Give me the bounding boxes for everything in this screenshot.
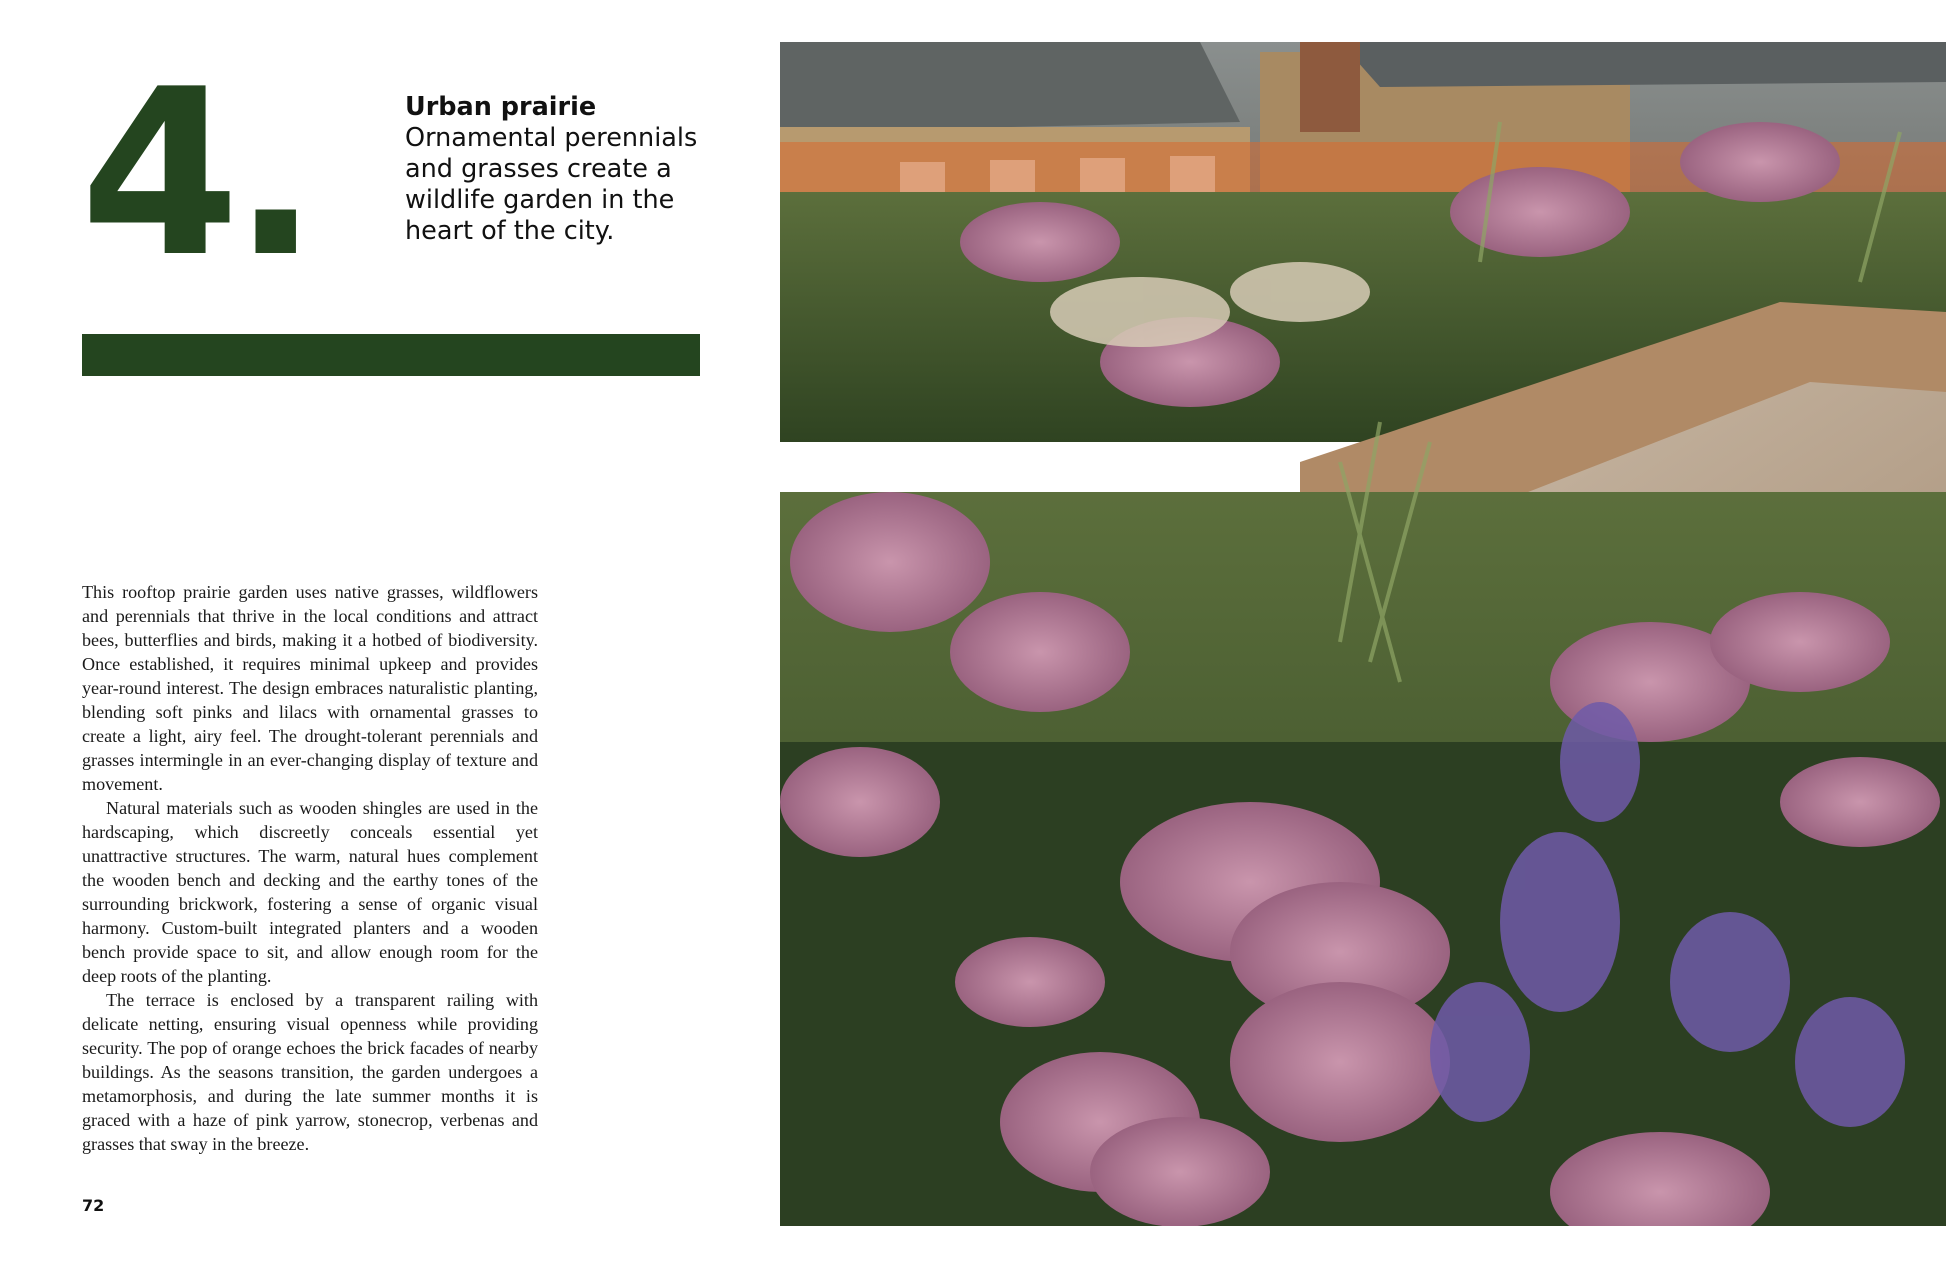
body-paragraph: The terrace is enclosed by a transparent railing with delicate netting, ensuring visual openness while providing security. The pop of orange echoes the brick facades of nearby buildings. As the seasons transition, the garden undergoes a metamorphosis, and during the late summer months it is graced with a haze of pink yarrow, stonecrop, verbenas and grasses that sway in the breeze. bbox=[82, 990, 538, 1154]
chapter-headline bbox=[405, 92, 735, 247]
chapter-title: Urban prairie bbox=[405, 92, 597, 122]
body-paragraph: This rooftop prairie garden uses native grasses, wildflowers and perennials that thrive in the local conditions and attract bees, butterflies and birds, making it a hotbed of biodiversity. Once established, it requires minimal upkeep and provides year-round interest. The design embraces naturalistic planting, blending soft pinks and lilacs with ornamental grasses to create a light, airy feel. The drought-tolerant perennials and grasses intermingle in an ever-changing display of texture and movement. bbox=[82, 582, 538, 794]
chapter-subtitle: Ornamental perennials and grasses create a wildlife garden in the heart of the city. bbox=[405, 123, 698, 246]
page-number: 72 bbox=[82, 1196, 105, 1215]
body-paragraph: Natural materials such as wooden shingles are used in the hardscaping, which discreetly conceals essential yet unattractive structures. The warm, natural hues complement the wooden bench and decking and the earthy tones of the surrounding brickwork, fostering a sense of organic visual harmony. Custom-built integrated planters and a wooden bench provide space to sit, and allow enough room for the deep roots of the planting. bbox=[82, 798, 538, 986]
chapter-number: 4. bbox=[80, 41, 312, 308]
rooftop-garden-photo bbox=[780, 42, 1946, 1226]
accent-rule-bar bbox=[82, 334, 700, 376]
body-text bbox=[82, 580, 538, 1156]
